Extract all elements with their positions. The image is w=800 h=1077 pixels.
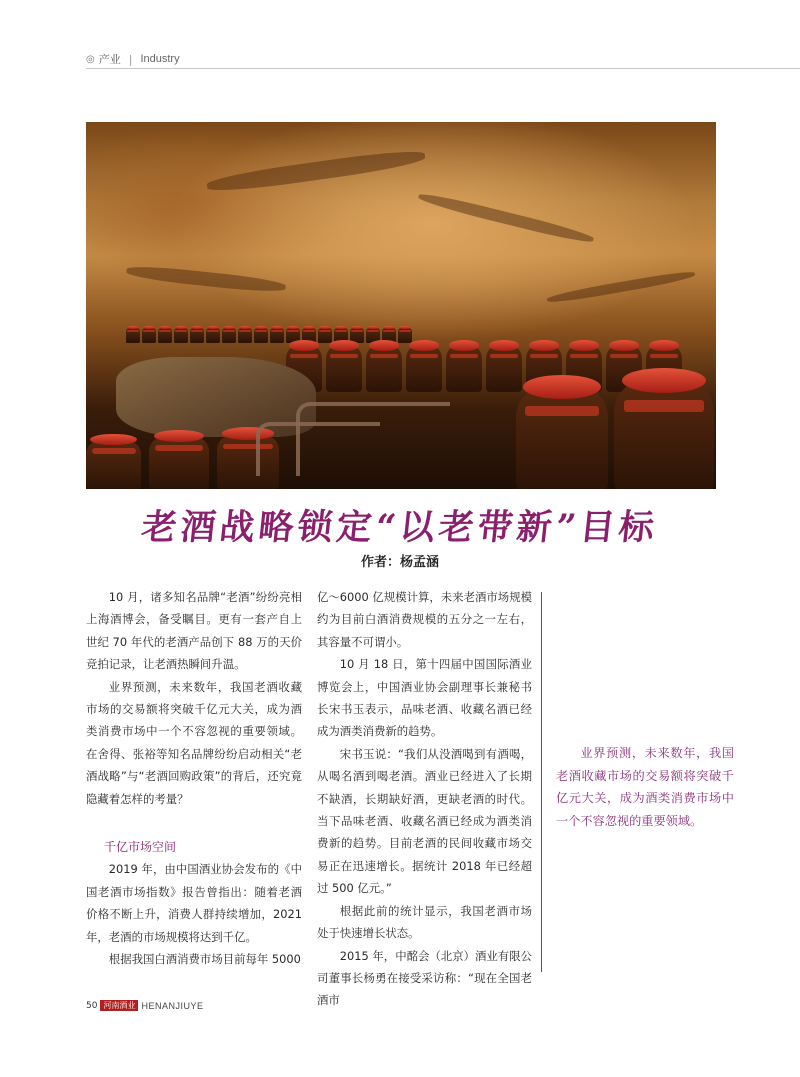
- text-column-1: [86, 586, 302, 971]
- text-column-2: [317, 586, 532, 1012]
- article-title: 老酒战略锁定“以老带新”目标: [139, 507, 661, 548]
- section-name-en: Industry: [140, 53, 180, 65]
- paragraph: 10 月 18 日，第十四届中国国际酒业博览会上，中国酒业协会副理事长兼秘书长宋书玉表示，品味老酒、收藏名酒已经成为酒类消费新的趋势。: [317, 657, 532, 739]
- page-number: 50: [86, 1000, 98, 1011]
- header-rule: [86, 68, 800, 69]
- page-footer: [86, 1000, 203, 1011]
- paragraph: 根据此前的统计显示，我国老酒市场处于快速增长状态。: [317, 903, 532, 941]
- column-divider: [541, 592, 542, 972]
- paragraph: 宋书玉说：“我们从没酒喝到有酒喝，从喝名酒到喝老酒。酒业已经进入了长期不缺酒，长期缺好酒，更缺老酒的时代。当下品味老酒、收藏名酒已经成为酒类消费新的趋势。目前老酒的民间收藏市场交易正在迅速增长。据统计 2018 年已经超过 500 亿元。”: [317, 746, 532, 896]
- section-header: [86, 50, 180, 68]
- paragraph: 10 月，诸多知名品牌“老酒”纷纷亮相上海酒博会，备受瞩目。更有一套产自上世纪 70 年代的老酒产品创下 88 万的天价竞拍记录，让老酒热瞬间升温。: [86, 590, 302, 672]
- pull-quote: [556, 742, 734, 832]
- paragraph: 根据我国白酒消费市场目前每年 5000: [108, 952, 301, 967]
- section-name-cn: 产业: [98, 53, 121, 66]
- paragraph: 业界预测，未来数年，我国老酒收藏市场的交易额将突破千亿元大关，成为酒类消费市场中一个不容忽视的重要领域。在舍得、张裕等知名品牌纷纷启动相关“老酒战略”与“老酒回购政策”的背后，还究竟隐藏着怎样的考量？: [86, 679, 302, 806]
- paragraph-continued: 亿～6000 亿规模计算，未来老酒市场规模约为目前白酒消费规模的五分之一左右，其容量不可谓小。: [317, 590, 532, 649]
- section-heading: 千亿市场空间: [104, 840, 177, 855]
- magazine-name-en: HENANJIUYE: [141, 1000, 204, 1011]
- pull-quote-text: 业界预测，未来数年，我国老酒收藏市场的交易额将突破千亿元大关，成为酒类消费市场中一个不容忽视的重要领域。: [556, 746, 734, 828]
- section-symbol: ◎: [86, 53, 95, 65]
- section-separator: |: [128, 52, 133, 66]
- magazine-logo: 河南酒业: [100, 1000, 138, 1011]
- article-author: 作者：杨孟涵: [360, 555, 439, 570]
- cellar-photo: [86, 122, 716, 489]
- paragraph: 2019 年，由中国酒业协会发布的《中国老酒市场指数》报告曾指出：随着老酒价格不断上升，消费人群持续增加，2021 年，老酒的市场规模将达到千亿。: [86, 862, 302, 944]
- paragraph: 2015 年，中酩会（北京）酒业有限公司董事长杨勇在接受采访称：“现在全国老酒市: [317, 948, 532, 1008]
